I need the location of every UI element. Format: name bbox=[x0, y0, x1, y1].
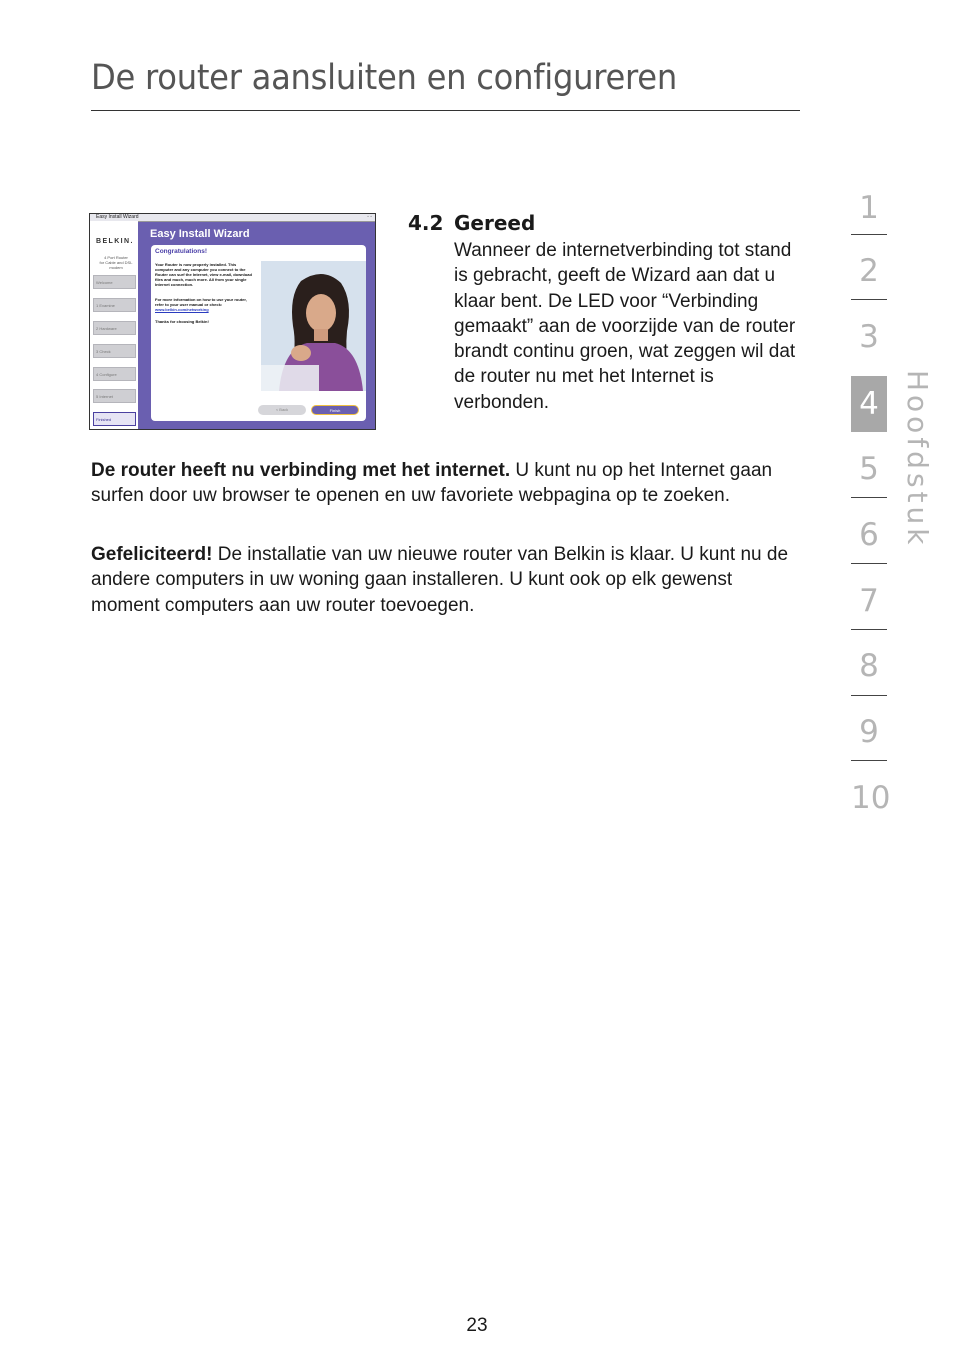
chapter-divider bbox=[851, 695, 887, 696]
wizard-step-check: 3 Check bbox=[93, 344, 136, 358]
title-rule bbox=[91, 110, 800, 111]
paragraph-congratulations-text: De installatie van uw nieuwe router van Belkin is klaar. U kunt nu de andere computers in uw woning gaan installeren. U kunt ook op elk gewenst moment computers aan uw router toevoegen. bbox=[91, 544, 789, 616]
chapter-tab-4[interactable]: 4 bbox=[851, 376, 887, 432]
wizard-step-hardware: 2 Hardware bbox=[93, 321, 136, 335]
chapter-tab-3[interactable]: 3 bbox=[859, 319, 879, 355]
chapter-tab-2[interactable]: 2 bbox=[859, 253, 879, 289]
paragraph-connected-lead: De router heeft nu verbinding met het internet. bbox=[91, 460, 511, 481]
back-button: < Back bbox=[258, 405, 306, 415]
belkin-link: www.belkin.com/networking bbox=[155, 307, 209, 312]
section-heading bbox=[408, 211, 535, 235]
wizard-message: Your Router is now properly installed. This computer and any computer you connect to the Router can surf the Internet, view e-mail, download files and much, much more. All from your single Internet connection. bbox=[155, 262, 252, 287]
product-subtitle: for Cable and DSL modem bbox=[99, 260, 133, 270]
chapter-tab-6[interactable]: 6 bbox=[859, 517, 879, 553]
wizard-screenshot bbox=[89, 213, 376, 430]
belkin-logo: BELKIN. bbox=[96, 238, 134, 245]
section-body: Wanneer de internetverbinding tot stand is gebracht, geeft de Wizard aan dat u klaar bent. De LED voor “Verbinding gemaakt” aan de voorzijde van de router brandt continu groen, wat zeggen wil dat de router nu met het Internet is verbonden. bbox=[454, 240, 796, 413]
chapter-divider bbox=[851, 234, 887, 235]
chapter-tab-9[interactable]: 9 bbox=[859, 714, 879, 750]
wizard-step-internet: 5 Internet bbox=[93, 389, 136, 403]
wizard-step-examine: 1 Examine bbox=[93, 298, 136, 312]
wizard-step-finished: Finished bbox=[93, 412, 136, 426]
page-title: De router aansluiten en configureren bbox=[91, 58, 677, 98]
section-number: 4.2 bbox=[408, 211, 444, 235]
chapter-divider bbox=[851, 760, 887, 761]
wizard-step-configure: 4 Configure bbox=[93, 367, 136, 381]
chapter-tab-7[interactable]: 7 bbox=[859, 583, 879, 619]
chapter-label: Hoofdstuk bbox=[901, 370, 934, 549]
section-title: Gereed bbox=[454, 211, 536, 235]
chapter-tab-1[interactable]: 1 bbox=[859, 190, 879, 226]
wizard-step-welcome: Welcome bbox=[93, 275, 136, 289]
wizard-thanks: Thanks for choosing Belkin! bbox=[155, 319, 209, 324]
chapter-tab-5[interactable]: 5 bbox=[859, 451, 879, 487]
window-title: Easy Install Wizard bbox=[96, 214, 139, 220]
product-title: 4 Port Router bbox=[104, 255, 128, 260]
paragraph-congratulations bbox=[91, 542, 803, 618]
window-buttons-icon: ◦ ◦ bbox=[367, 214, 372, 220]
chapter-divider bbox=[851, 629, 887, 630]
paragraph-congratulations-lead: Gefeliciteerd! bbox=[91, 544, 213, 565]
woman-photo-icon bbox=[261, 261, 366, 391]
chapter-divider bbox=[851, 563, 887, 564]
finish-button: Finish bbox=[311, 405, 359, 415]
wizard-title: Easy Install Wizard bbox=[150, 228, 250, 240]
paragraph-connected bbox=[91, 458, 803, 509]
chapter-divider bbox=[851, 497, 887, 498]
wizard-sidebar bbox=[90, 221, 138, 429]
page-number: 23 bbox=[466, 1315, 488, 1336]
chapter-divider bbox=[851, 299, 887, 300]
congrats-heading: Congratulations! bbox=[155, 248, 207, 255]
chapter-tab-8[interactable]: 8 bbox=[859, 648, 879, 684]
wizard-panel bbox=[151, 245, 366, 421]
wizard-info: For more information on how to use your router, refer to your user manual or check: bbox=[155, 297, 247, 307]
chapter-tab-10[interactable]: 10 bbox=[851, 780, 891, 816]
paragraph-connected-text: U kunt nu op het Internet gaan surfen door uw browser te openen en uw favoriete webpagina op te zoeken. bbox=[91, 460, 773, 507]
product-name bbox=[94, 255, 138, 270]
